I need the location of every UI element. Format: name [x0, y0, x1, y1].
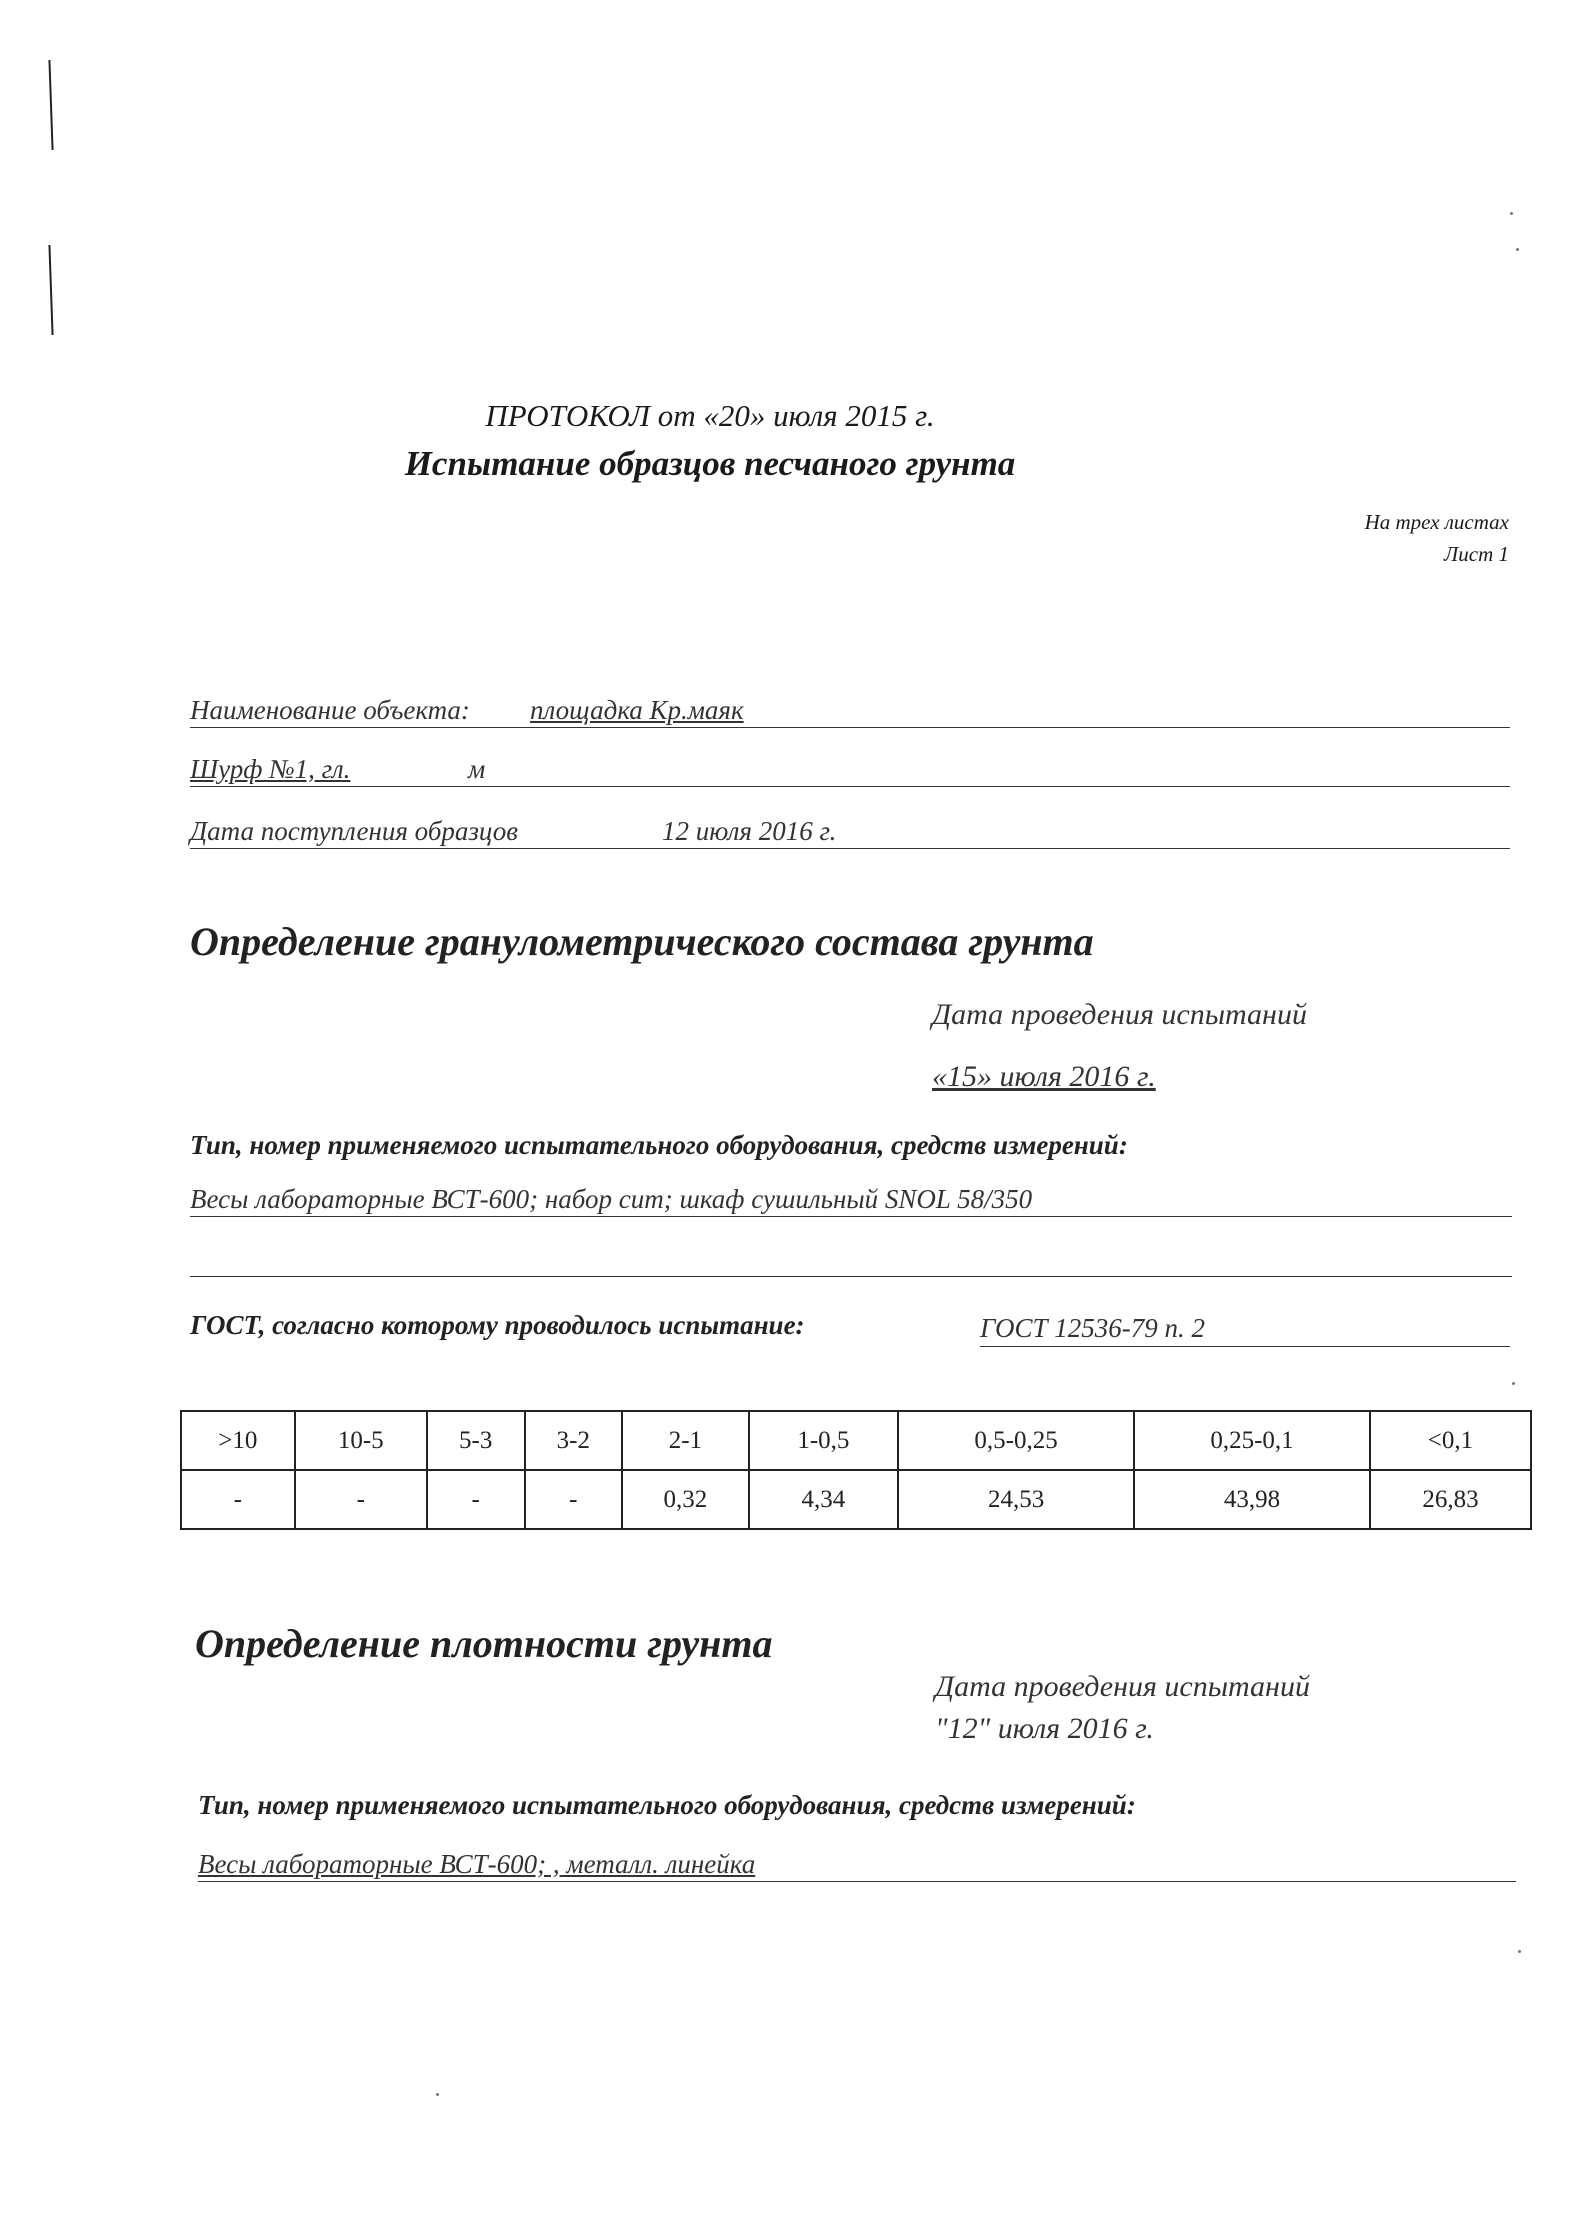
- granulometry-equipment-row: [190, 1185, 1512, 1221]
- density-date-label: Дата проведения испытаний: [935, 1670, 1310, 1703]
- received-date-label: Дата поступления образцов: [190, 816, 518, 846]
- table-cell: 26,83: [1370, 1470, 1531, 1529]
- granulometry-date-value: «15» июля 2016 г.: [932, 1060, 1156, 1093]
- scan-speck: [1510, 212, 1513, 215]
- density-equipment-label: Тип, номер применяемого испытательного оборудования, средств измерений:: [198, 1790, 1136, 1820]
- scan-speck: [1516, 248, 1519, 251]
- granulometry-equipment-label: Тип, номер применяемого испытательного оборудования, средств измерений:: [190, 1130, 1128, 1160]
- object-name-label: Наименование объекта:: [190, 695, 470, 725]
- sheet-info: [1365, 506, 1509, 570]
- granulometry-date-label: Дата проведения испытаний: [932, 998, 1307, 1031]
- table-cell: 24,53: [898, 1470, 1134, 1529]
- table-header-cell: >10: [181, 1411, 295, 1470]
- table-header-cell: 10-5: [295, 1411, 427, 1470]
- scan-speck: [1518, 1950, 1521, 1953]
- table-cell: 0,32: [622, 1470, 748, 1529]
- table-header-cell: 2-1: [622, 1411, 748, 1470]
- sheets-total: На трех листах: [1364, 510, 1509, 534]
- table-header-cell: 0,5-0,25: [898, 1411, 1134, 1470]
- table-cell: -: [525, 1470, 623, 1529]
- margin-mark-bottom: [48, 245, 53, 335]
- margin-mark-top: [48, 60, 53, 150]
- granulometry-table: [180, 1410, 1532, 1530]
- granulometry-heading: Определение гранулометрического состава грунта: [190, 919, 1094, 964]
- gost-row: [980, 1310, 1510, 1347]
- granulometry-equipment-extra-line: [190, 1245, 1512, 1281]
- table-cell: 43,98: [1134, 1470, 1370, 1529]
- table-header-cell: <0,1: [1370, 1411, 1531, 1470]
- object-name-row: [190, 694, 1510, 734]
- granulometry-equipment-value: Весы лабораторные ВСТ-600; набор сит; шкаф сушильный SNOL 58/350: [190, 1184, 1033, 1214]
- table-header-cell: 5-3: [427, 1411, 525, 1470]
- density-equipment-row: [198, 1850, 1516, 1886]
- pit-unit: м: [468, 754, 486, 784]
- object-name-value: площадка Кр.маяк: [530, 695, 744, 725]
- protocol-title: ПРОТОКОЛ от «20» июля 2015 г.: [485, 398, 935, 433]
- table-cell: 4,34: [749, 1470, 899, 1529]
- scan-speck: [436, 2093, 439, 2096]
- received-date-value: 12 июля 2016 г.: [662, 816, 837, 846]
- pit-label: Шурф №1, гл.: [190, 754, 351, 784]
- protocol-subtitle: Испытание образцов песчаного грунта: [404, 444, 1016, 483]
- scan-speck: [1512, 1382, 1515, 1385]
- table-header-cell: 0,25-0,1: [1134, 1411, 1370, 1470]
- density-equipment-value: Весы лабораторные ВСТ-600; , металл. линейка: [198, 1849, 756, 1879]
- sheet-number: Лист 1: [1444, 542, 1509, 566]
- density-heading: Определение плотности грунта: [195, 1621, 773, 1666]
- pit-row: [190, 753, 1510, 793]
- gost-value: ГОСТ 12536-79 п. 2: [980, 1313, 1206, 1343]
- table-header-cell: 3-2: [525, 1411, 623, 1470]
- density-date-value: "12" июля 2016 г.: [935, 1712, 1154, 1745]
- table-header-cell: 1-0,5: [749, 1411, 899, 1470]
- gost-label: ГОСТ, согласно которому проводилось испытание:: [190, 1310, 805, 1340]
- table-header-row: [181, 1411, 1531, 1470]
- table-cell: -: [181, 1470, 295, 1529]
- table-row: [181, 1470, 1531, 1529]
- table-cell: -: [295, 1470, 427, 1529]
- table-cell: -: [427, 1470, 525, 1529]
- received-date-row: [190, 815, 1510, 855]
